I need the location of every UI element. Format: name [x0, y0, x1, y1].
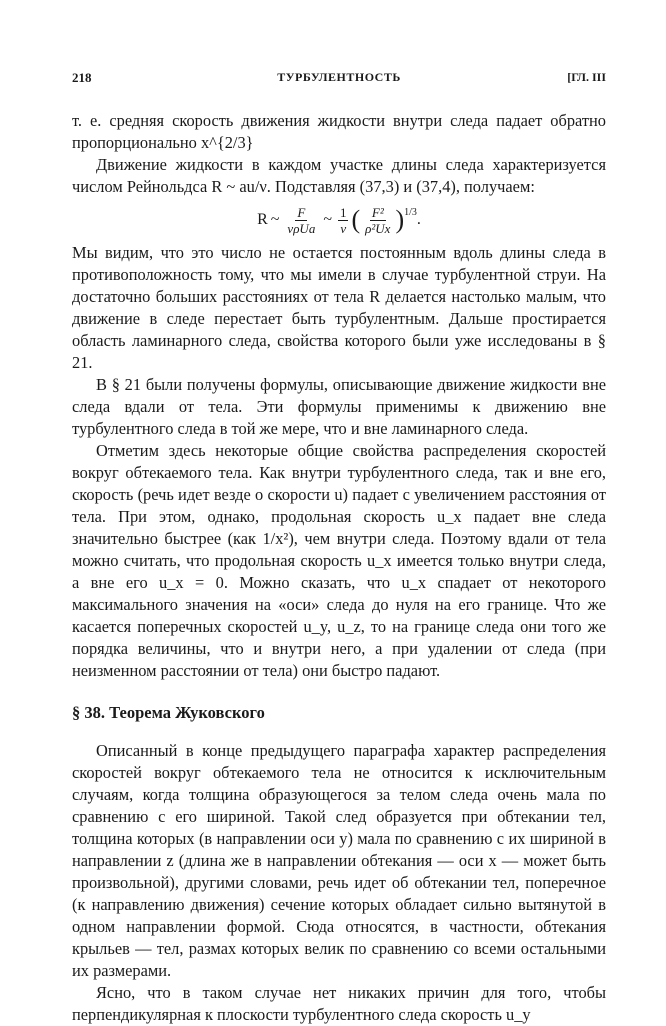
running-header [72, 70, 606, 90]
right-paren: ) [395, 205, 405, 234]
page-number: 218 [72, 70, 92, 85]
reynolds-formula [72, 198, 606, 242]
left-paren: ( [351, 205, 361, 234]
section-heading: § 38. Теорема Жуковского [72, 703, 265, 722]
running-title: ТУРБУЛЕНТНОСТЬ [277, 70, 401, 84]
paragraph-4: В § 21 были получены формулы, описывающие движение жидкости вне следа вдали от тела. Эти формулы применимы к движению вне турбулентного следа в той же мере, что и вне ламинарного следа. [72, 375, 606, 438]
formula-sim-1: ~ [270, 211, 280, 228]
formula-sim-2: ~ [323, 211, 332, 228]
page-body [72, 110, 606, 1026]
paragraph-6: Описанный в конце предыдущего параграфа характер распределения скоростей вокруг обтекаемого тела не относится к исключительным случаям, когда толщина образующегося за телом следа очень мала по сравнению с его шириной. Такой след образуется при обтекании тел, толщина которых (в направлении оси y) мала по сравнению с их шириной в направлении z (длина же в направлении обтекания — оси x — может быть произвольной), другими словами, речь идет об обтекании тел, поперечное (к направлению движения) сечение которых обладает сильно вытянутой в одном направлении формой. Сюда относятся, в частности, обтекания крыльев — тел, размах которых велик по сравнению со всеми остальными их размерами. [72, 741, 606, 980]
fraction-2-denominator: ν [340, 220, 347, 236]
paragraph-1: т. е. средняя скорость движения жидкости внутри следа падает обратно пропорционально x^{2/3} [72, 111, 606, 152]
formula-exponent: 1/3 [404, 207, 417, 218]
fraction-1-numerator: F [297, 204, 306, 220]
paragraph-3: Мы видим, что это число не остается постоянным вдоль длины следа в противоположность тому, что мы имели в случае турбулентной струи. На достаточно больших расстояниях от тела R делается настолько малым, что движение в следе перестает быть турбулентным. Дальше простирается область ламинарного следа, свойства которого были уже исследованы в § 21. [72, 243, 606, 372]
paragraph-2: Движение жидкости в каждом участке длины следа характеризуется числом Рейнольдса R ~ au/ν. Подставляя (37,3) и (37,4), получаем: [72, 155, 606, 196]
fraction-2 [338, 205, 349, 236]
formula-end: . [416, 211, 421, 228]
paragraph-7: Ясно, что в таком случае нет никаких причин для того, чтобы перпендикулярная к плоскости турбулентного следа скорость u_y [72, 983, 606, 1024]
fraction-1-denominator: νρUa [287, 220, 316, 236]
fraction-3-denominator: ρ²Ux [365, 220, 391, 236]
fraction-3-numerator: F² [371, 204, 384, 220]
fraction-2-numerator: 1 [339, 204, 347, 220]
chapter-label: [ГЛ. III [567, 70, 606, 84]
paragraph-5: Отметим здесь некоторые общие свойства распределения скоростей вокруг обтекаемого тела. Как внутри турбулентного следа, так и вне его, скорость (речь идет везде о скорости u) падает с увеличением расстояния от тела. При этом, однако, продольная скорость u_x падает вне следа значительно быстрее (как 1/x²), чем внутри следа. Поэтому вдали от тела можно считать, что продольная скорость u_x имеется только внутри следа, а вне его u_x = 0. Можно сказать, что u_x спадает от некоторого максимального значения на «оси» следа до нуля на его границе. Что же касается поперечных скоростей u_y, u_z, то на границе следа они того же порядка величины, что и внутри него, а при удалении от следа (при неизменном расстоянии от тела) они быстро падают. [72, 441, 606, 680]
fraction-3 [363, 205, 392, 236]
formula-lhs: R [257, 211, 268, 228]
fraction-1 [285, 205, 317, 236]
